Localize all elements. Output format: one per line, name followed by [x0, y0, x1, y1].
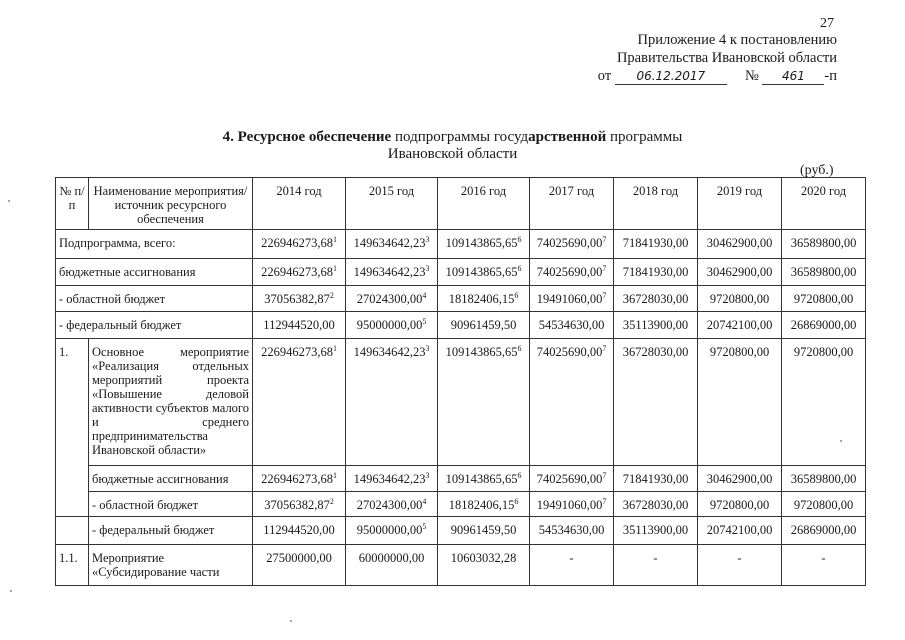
- value-2016: 18182406,15$^6$: [438, 492, 530, 517]
- value-2015: 27024300,00$^4$: [346, 492, 438, 517]
- value-2020: 26869000,00: [782, 312, 866, 339]
- appendix-line: Приложение 4 к постановлению: [637, 32, 837, 48]
- value-2016: 109143865,65$^6$: [438, 230, 530, 259]
- value-2020: 9720800,00: [782, 492, 866, 517]
- title-bold-part: 4. Ресурсное обеспечение: [222, 129, 392, 145]
- value-2016: 109143865,65$^6$: [438, 259, 530, 286]
- value-2017: 74025690,00$^7$: [530, 230, 614, 259]
- title-normal-part: подпрограммы госуд: [391, 129, 529, 145]
- value-2020: -: [782, 545, 866, 586]
- row-label: бюджетные ассигнования: [89, 466, 253, 492]
- header-name: Наименование мероприятия/источник ресурсного обеспечения: [89, 178, 253, 230]
- value-2019: 20742100,00: [698, 517, 782, 545]
- value-2018: 36728030,00: [614, 339, 698, 466]
- title-normal-part-2: программы: [606, 129, 683, 145]
- value-2014: 37056382,87$^2$: [253, 286, 346, 312]
- scan-speck: [840, 440, 842, 442]
- row-label: Подпрограмма, всего:: [56, 230, 253, 259]
- value-2019: -: [698, 545, 782, 586]
- value-2019: 9720800,00: [698, 339, 782, 466]
- resolution-date-number: [598, 68, 837, 85]
- value-2014: 27500000,00: [253, 545, 346, 586]
- value-2014: 112944520,00: [253, 517, 346, 545]
- value-2014: 226946273,68$^1$: [253, 466, 346, 492]
- table-row: [56, 339, 866, 466]
- date-prefix: от: [597, 68, 612, 84]
- currency-unit: (руб.): [800, 163, 834, 178]
- value-2018: 71841930,00: [614, 466, 698, 492]
- row-label: бюджетные ассигнования: [56, 259, 253, 286]
- value-2014: 37056382,87$^2$: [253, 492, 346, 517]
- row-number: [56, 517, 89, 545]
- value-2019: 9720800,00: [698, 492, 782, 517]
- value-2017: 19491060,00$^7$: [530, 286, 614, 312]
- value-2015: 149634642,23$^3$: [346, 230, 438, 259]
- header-2017: 2017 год: [530, 178, 614, 230]
- table-row: [56, 312, 866, 339]
- scan-speck: [10, 590, 12, 592]
- header-2020: 2020 год: [782, 178, 866, 230]
- value-2019: 30462900,00: [698, 466, 782, 492]
- page-number: 27: [820, 16, 834, 31]
- value-2015: 95000000,00$^5$: [346, 312, 438, 339]
- value-2015: 95000000,00$^5$: [346, 517, 438, 545]
- table-row: [56, 466, 866, 492]
- value-2014: 226946273,68$^1$: [253, 259, 346, 286]
- value-2019: 30462900,00: [698, 259, 782, 286]
- value-2019: 20742100,00: [698, 312, 782, 339]
- value-2018: 71841930,00: [614, 259, 698, 286]
- value-2015: 27024300,00$^4$: [346, 286, 438, 312]
- value-2017: 74025690,00$^7$: [530, 339, 614, 466]
- value-2018: 35113900,00: [614, 312, 698, 339]
- value-2020: 36589800,00: [782, 230, 866, 259]
- table-row: [56, 517, 866, 545]
- date-value: 06.12.2017: [615, 69, 727, 85]
- document-title-line2: Ивановской области: [387, 146, 518, 162]
- table-row: [56, 286, 866, 312]
- value-2015: 149634642,23$^3$: [346, 339, 438, 466]
- table-row: [56, 545, 866, 586]
- value-2017: 19491060,00$^7$: [530, 492, 614, 517]
- header-2018: 2018 год: [614, 178, 698, 230]
- row-label: - областной бюджет: [89, 492, 253, 517]
- value-2015: 149634642,23$^3$: [346, 466, 438, 492]
- value-2015: 60000000,00: [346, 545, 438, 586]
- row-number: 1.: [56, 339, 89, 517]
- row-label: Мероприятие «Субсидирование части: [89, 545, 253, 586]
- authority-line: Правительства Ивановской области: [616, 50, 837, 66]
- number-suffix: -п: [824, 68, 837, 84]
- scan-speck: [8, 200, 10, 202]
- header-2016: 2016 год: [438, 178, 530, 230]
- value-2014: 112944520,00: [253, 312, 346, 339]
- scan-speck: [290, 620, 292, 622]
- value-2020: 9720800,00: [782, 286, 866, 312]
- document-title: [0, 129, 905, 146]
- table-row: [56, 230, 866, 259]
- row-label: - областной бюджет: [56, 286, 253, 312]
- header-2015: 2015 год: [346, 178, 438, 230]
- value-2017: 74025690,00$^7$: [530, 259, 614, 286]
- value-2019: 9720800,00: [698, 286, 782, 312]
- header-num: № п/п: [56, 178, 89, 230]
- value-2016: 109143865,65$^6$: [438, 339, 530, 466]
- value-2018: 35113900,00: [614, 517, 698, 545]
- value-2020: 26869000,00: [782, 517, 866, 545]
- value-2014: 226946273,68$^1$: [253, 230, 346, 259]
- value-2016: 10603032,28: [438, 545, 530, 586]
- value-2017: 74025690,00$^7$: [530, 466, 614, 492]
- value-2016: 18182406,15$^6$: [438, 286, 530, 312]
- value-2018: 36728030,00: [614, 286, 698, 312]
- table-row: [56, 492, 866, 517]
- row-label: - федеральный бюджет: [56, 312, 253, 339]
- number-prefix: №: [744, 68, 759, 84]
- value-2019: 30462900,00: [698, 230, 782, 259]
- row-label: - федеральный бюджет: [89, 517, 253, 545]
- header-2019: 2019 год: [698, 178, 782, 230]
- value-2015: 149634642,23$^3$: [346, 259, 438, 286]
- table-row: [56, 259, 866, 286]
- value-2016: 90961459,50: [438, 517, 530, 545]
- value-2017: 54534630,00: [530, 517, 614, 545]
- value-2017: -: [530, 545, 614, 586]
- table-header-row: [56, 178, 866, 230]
- resource-table: [55, 177, 866, 586]
- header-2014: 2014 год: [253, 178, 346, 230]
- value-2020: 9720800,00: [782, 339, 866, 466]
- title-bold-part-2: арственной: [528, 129, 607, 145]
- row-number: 1.1.: [56, 545, 89, 586]
- row-label: Основное мероприятие «Реализация отдельных мероприятий проекта «Повышение деловой активности субъектов малого и среднего предпринимательства Ивановской области»: [89, 339, 253, 466]
- value-2018: -: [614, 545, 698, 586]
- value-2018: 71841930,00: [614, 230, 698, 259]
- value-2020: 36589800,00: [782, 466, 866, 492]
- value-2014: 226946273,68$^1$: [253, 339, 346, 466]
- value-2016: 90961459,50: [438, 312, 530, 339]
- value-2020: 36589800,00: [782, 259, 866, 286]
- number-value: 461: [762, 69, 824, 85]
- value-2018: 36728030,00: [614, 492, 698, 517]
- value-2017: 54534630,00: [530, 312, 614, 339]
- value-2016: 109143865,65$^6$: [438, 466, 530, 492]
